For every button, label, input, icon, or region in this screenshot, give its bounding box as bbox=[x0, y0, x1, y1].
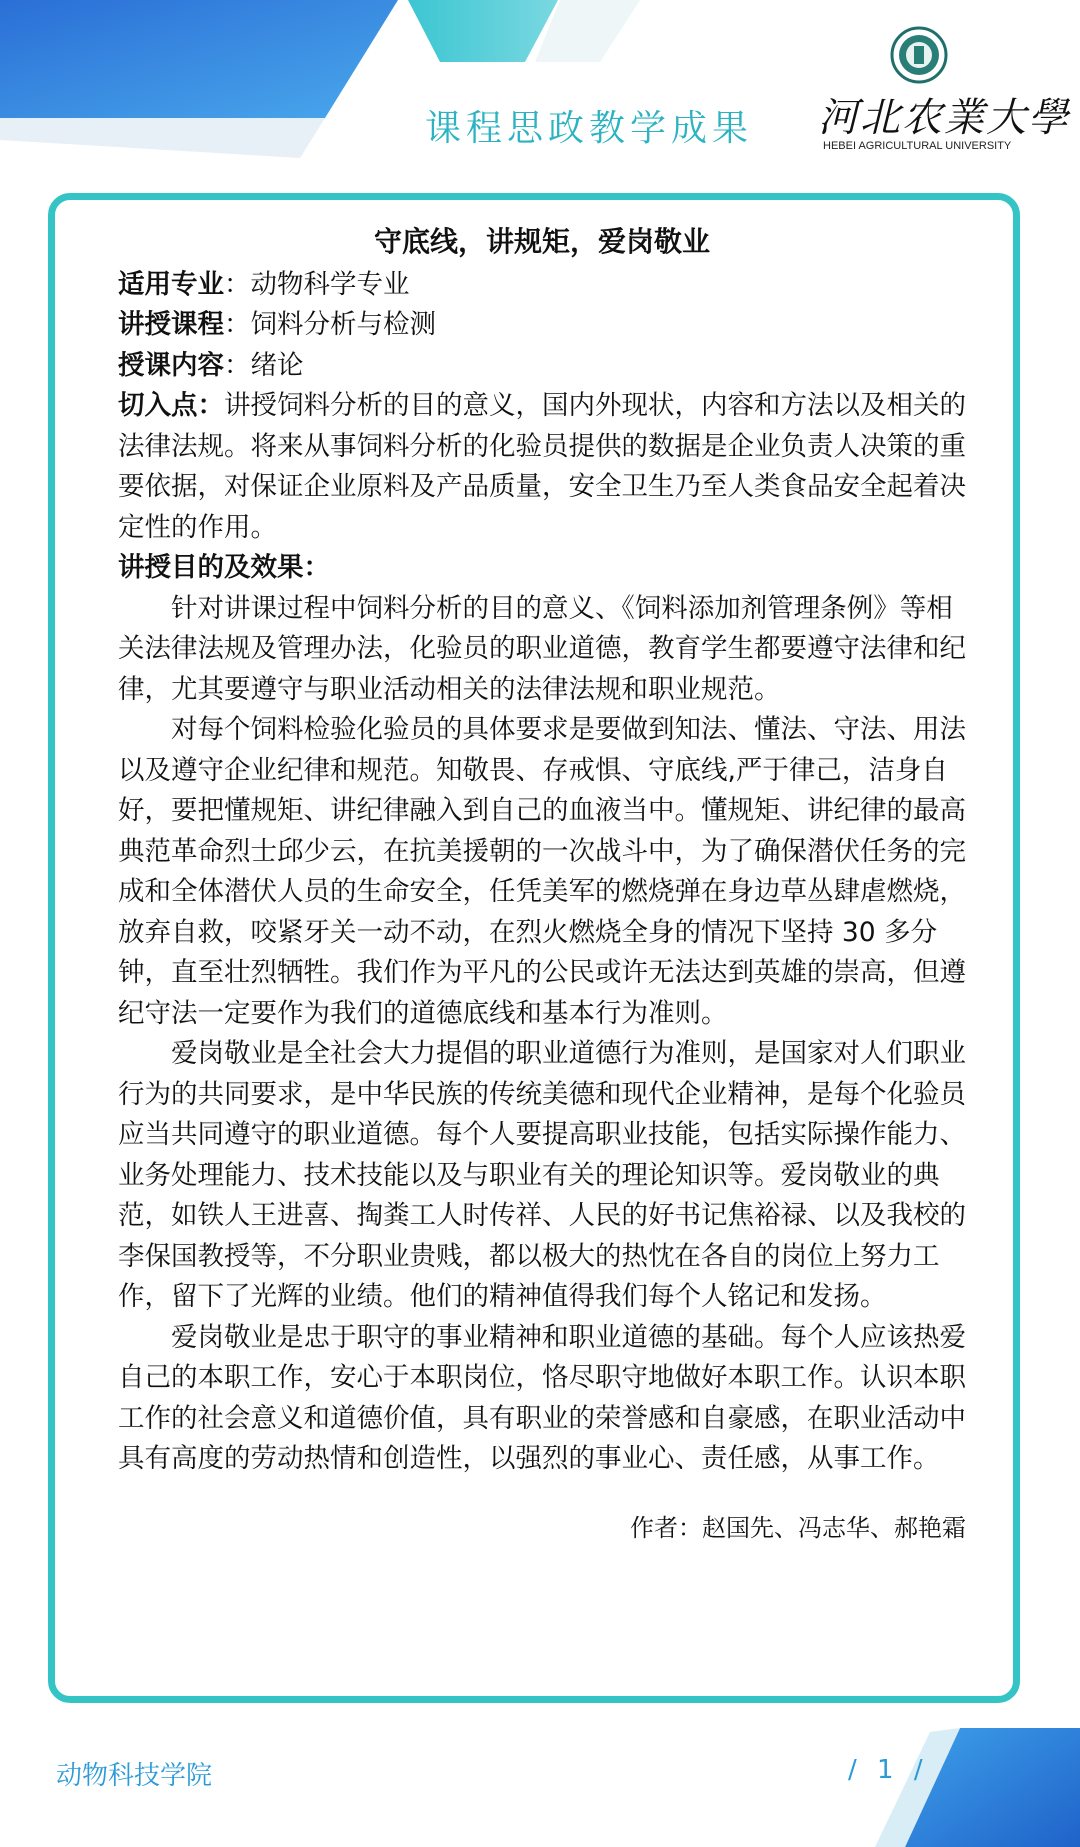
meta-sep: ： bbox=[224, 349, 251, 381]
meta-sep: ： bbox=[224, 309, 251, 340]
paragraph-1: 针对讲课过程中饲料分析的目的意义、《饲料添加剂管理条例》等相关法律法规及管理办法，化验员的职业道德，教育学生都要遵守法律和纪律，尤其要遵守与职业活动相关的法律法规和职业规范。 bbox=[118, 592, 966, 705]
meta-major bbox=[118, 265, 966, 306]
purpose-label: 讲授目的及效果： bbox=[118, 552, 330, 583]
header-title: 课程思政教学成果 bbox=[425, 108, 754, 149]
university-name-en: HEBEI AGRICULTURAL UNIVERSITY bbox=[823, 140, 1012, 152]
meta-content-value: 绪论 bbox=[250, 349, 304, 381]
footer-college: 动物科技学院 bbox=[56, 1761, 213, 1791]
meta-major-label: 适用专业 bbox=[118, 268, 224, 300]
meta-course-value: 饲料分析与检测 bbox=[250, 309, 436, 340]
meta-course-label: 讲授课程 bbox=[118, 309, 224, 340]
meta-content bbox=[118, 346, 966, 387]
university-name-cn: 河北农業大學 bbox=[818, 95, 1070, 141]
meta-content-label: 授课内容 bbox=[118, 349, 224, 381]
entry-point-label: 切入点： bbox=[118, 390, 224, 421]
page-number: / 1 / bbox=[848, 1755, 929, 1785]
meta-major-value: 动物科学专业 bbox=[250, 268, 410, 300]
paragraph-3: 爱岗敬业是全社会大力提倡的职业道德行为准则，是国家对人们职业行为的共同要求，是中华民族的传统美德和现代企业精神，是每个化验员应当共同遵守的职业道德。每个人要提高职业技能，包括实际操作能力、业务处理能力、技术技能以及与职业有关的理论知识等。爱岗敬业的典范，如铁人王进喜、掏粪工人时传祥、人民的好书记焦裕禄、以及我校的李保国教授等，不分职业贵贱，都以极大的热忱在各自的岗位上努力工作，留下了光辉的业绩。他们的精神值得我们每个人铭记和发扬。 bbox=[118, 1038, 966, 1312]
article-title: 守底线，讲规矩，爱岗敬业 bbox=[373, 225, 710, 258]
university-seal-icon bbox=[890, 26, 948, 84]
meta-sep: ： bbox=[224, 268, 251, 300]
paragraph-2: 对每个饲料检验化验员的具体要求是要做到知法、懂法、守法、用法以及遵守企业纪律和规范。知敬畏、存戒惧、守底线,严于律己，洁身自好，要把懂规矩、讲纪律融入到自己的血液当中。懂规矩、讲纪律的最高典范革命烈士邱少云，在抗美援朝的一次战斗中，为了确保潜伏任务的完成和全体潜伏人员的生命安全，任凭美军的燃烧弹在身边草丛肆虐燃烧，放弃自救，咬紧牙关一动不动，在烈火燃烧全身的情况下坚持 30 多分钟，直至壮烈牺牲。我们作为平凡的公民或许无法达到英雄的崇高，但遵纪守法一定要作为我们的道德底线和基本行为准则。 bbox=[118, 714, 966, 1029]
entry-point bbox=[118, 386, 966, 548]
article-body bbox=[118, 222, 966, 1548]
paragraph-4: 爱岗敬业是忠于职守的事业精神和职业道德的基础。每个人应该热爱自己的本职工作，安心于本职岗位，恪尽职守地做好本职工作。认识本职工作的社会意义和道德价值，具有职业的荣誉感和自豪感，在职业活动中具有高度的劳动热情和创造性，以强烈的事业心、责任感，从事工作。 bbox=[118, 1321, 966, 1474]
meta-course bbox=[118, 305, 966, 346]
author-line: 作者：赵国先、冯志华、郝艳霜 bbox=[630, 1513, 966, 1542]
entry-point-text: 讲授饲料分析的目的意义，国内外现状，内容和方法以及相关的法律法规。将来从事饲料分析的化验员提供的数据是企业负责人决策的重要依据，对保证企业原料及产品质量，安全卫生乃至人类食品安全起着决定性的作用。 bbox=[118, 390, 966, 543]
